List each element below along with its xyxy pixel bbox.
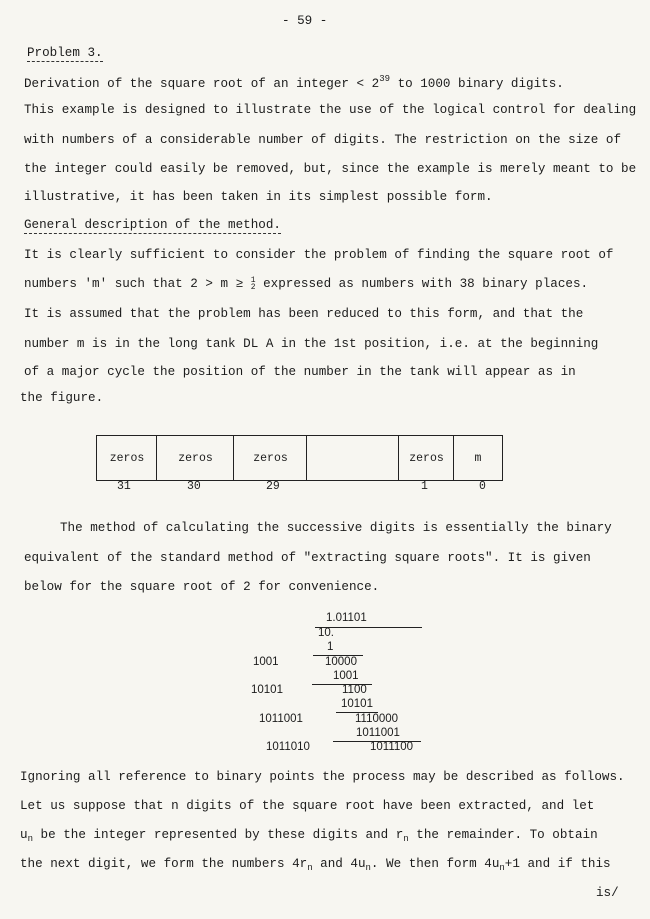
position-label-30: 30 [187, 480, 201, 493]
para3-l4-a: the next digit, we form the numbers 4r [20, 857, 308, 871]
para3-line-1: Ignoring all reference to binary points the process may be described as follows. [20, 770, 625, 784]
calc-divisor-3: 1011001 [259, 713, 303, 725]
para3-l4-b: and 4u [312, 857, 366, 871]
method-line-5: of a major cycle the position of the number in the tank will appear as in [24, 365, 576, 379]
tank-cell-1: zeros [398, 435, 454, 481]
method-line-3: It is assumed that the problem has been reduced to this form, and that the [24, 307, 584, 321]
method-line-2-pre: numbers 'm' such that 2 > m ≥ [24, 277, 251, 291]
calc-divisor-2: 10101 [251, 684, 283, 696]
para2-line-3: below for the square root of 2 for convenience. [24, 580, 380, 594]
tank-cell-31: zeros [96, 435, 157, 481]
para3-line-2: Let us suppose that n digits of the square root have been extracted, and let [20, 799, 595, 813]
calc-result: 1.01101 [326, 612, 367, 624]
para3-l4-sub-a: n [307, 863, 313, 873]
para2-line-2: equivalent of the standard method of "extracting square roots". It is given [24, 551, 591, 565]
text-line-3: with numbers of a considerable number of digits. The restriction on the size of [24, 133, 622, 147]
tank-cell-30: zeros [156, 435, 234, 481]
text-line-1 [24, 74, 564, 91]
calc-divisor-1: 1001 [253, 656, 279, 668]
line-1-pre: Derivation of the square root of an integer < 2 [24, 77, 380, 91]
para3-l3-sub-b: n [403, 834, 409, 844]
position-label-1: 1 [421, 480, 428, 493]
para3-l4-sub-b: n [365, 863, 371, 873]
position-label-0: 0 [479, 480, 486, 493]
para3-l4-c: . We then form 4u [370, 857, 500, 871]
calc-radicand: 10. [318, 627, 334, 639]
continuation-marker: is/ [596, 886, 619, 900]
calc-row-1: 1 [327, 641, 334, 653]
text-line-2: This example is designed to illustrate the use of the logical control for dealing [24, 103, 637, 117]
position-label-29: 29 [266, 480, 280, 493]
method-line-6: the figure. [20, 391, 104, 405]
para3-l3-a: u [20, 828, 28, 842]
para2-line-1: The method of calculating the successive digits is essentially the binary [60, 521, 612, 535]
method-subheading: General description of the method. [24, 218, 281, 232]
method-line-4: number m is in the long tank DL A in the 1st position, i.e. at the beginning [24, 337, 599, 351]
para3-l3-b: be the integer represented by these digits and r [32, 828, 404, 842]
calc-divisor-4: 1011010 [266, 741, 310, 753]
fraction-denominator: 2 [250, 283, 256, 292]
tank-cell-29: zeros [233, 435, 307, 481]
para3-l3-sub-a: n [27, 834, 33, 844]
fraction-numerator: 1 [250, 276, 256, 285]
tank-cell-gap [306, 435, 399, 481]
para3-l4-sub-c: n [499, 863, 505, 873]
method-line-2 [24, 277, 588, 291]
problem-heading: Problem 3. [27, 46, 103, 60]
page-number: - 59 - [282, 14, 328, 28]
tank-cell-0: m [453, 435, 503, 481]
calc-row-2: 10000 [325, 656, 357, 668]
line-1-sup: 39 [379, 74, 391, 84]
position-label-31: 31 [117, 480, 131, 493]
text-line-5: illustrative, it has been taken in its simplest possible form. [24, 190, 493, 204]
calc-row-6: 1110000 [355, 713, 399, 725]
para3-l4-d: +1 and if this [504, 857, 611, 871]
calc-row-3: 1001 [333, 670, 359, 682]
line-1-post: to 1000 binary digits. [390, 77, 564, 91]
para3-line-3 [20, 828, 598, 844]
calc-row-4: 1100 [342, 684, 367, 696]
para3-l3-c: the remainder. To obtain [408, 828, 598, 842]
method-line-2-post: expressed as numbers with 38 binary places. [255, 277, 589, 291]
text-line-4: the integer could easily be removed, but, since the example is merely meant to be [24, 162, 637, 176]
para3-line-4 [20, 857, 611, 873]
calc-row-7: 1011001 [356, 727, 400, 739]
calc-row-8: 1011100 [370, 741, 414, 753]
calc-row-5: 10101 [341, 698, 373, 710]
method-line-1: It is clearly sufficient to consider the problem of finding the square root of [24, 248, 614, 262]
